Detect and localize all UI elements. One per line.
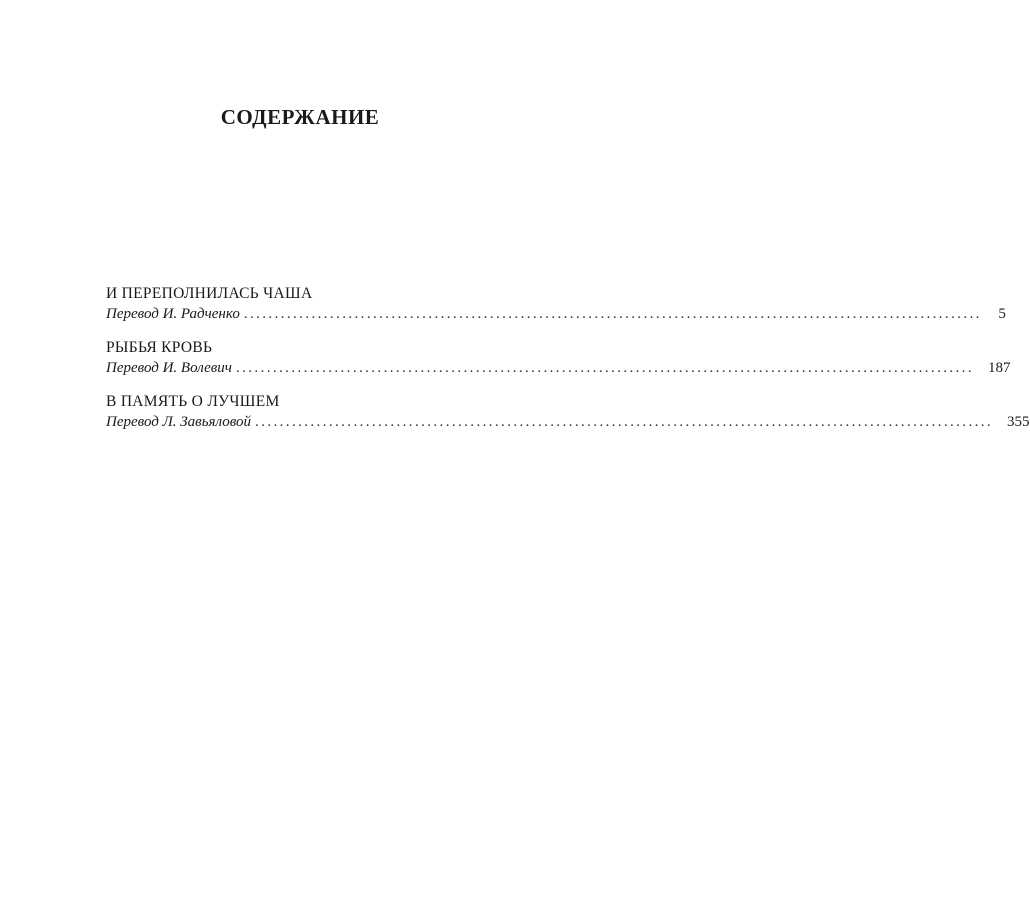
- entry-line: [106, 412, 1030, 433]
- dot-leader: ........................................................................................................................: [243, 306, 982, 322]
- page-title: СОДЕРЖАНИЕ: [220, 105, 380, 129]
- entry-line: [106, 358, 1011, 379]
- entry-title: РЫБЬЯ КРОВЬ: [106, 339, 213, 356]
- translator-credit: Перевод Л. Завьяловой: [106, 414, 252, 430]
- translator-credit: Перевод И. Волевич: [106, 360, 232, 376]
- toc-entry: [106, 284, 1006, 325]
- entry-title: И ПЕРЕПОЛНИЛАСЬ ЧАША: [106, 285, 313, 302]
- entry-line: [106, 304, 1006, 325]
- page-number: 187: [987, 360, 1011, 376]
- page-number: 355: [1007, 414, 1030, 430]
- table-of-contents: [106, 284, 1030, 446]
- translator-credit: Перевод И. Радченко: [106, 306, 240, 322]
- dot-leader: ........................................................................................................................: [255, 414, 994, 430]
- page-number: 5: [998, 306, 1006, 322]
- toc-entry: [106, 392, 1030, 433]
- toc-entry: [106, 338, 1011, 379]
- entry-title: В ПАМЯТЬ О ЛУЧШЕМ: [106, 393, 280, 410]
- dot-leader: ........................................................................................................................: [235, 360, 974, 376]
